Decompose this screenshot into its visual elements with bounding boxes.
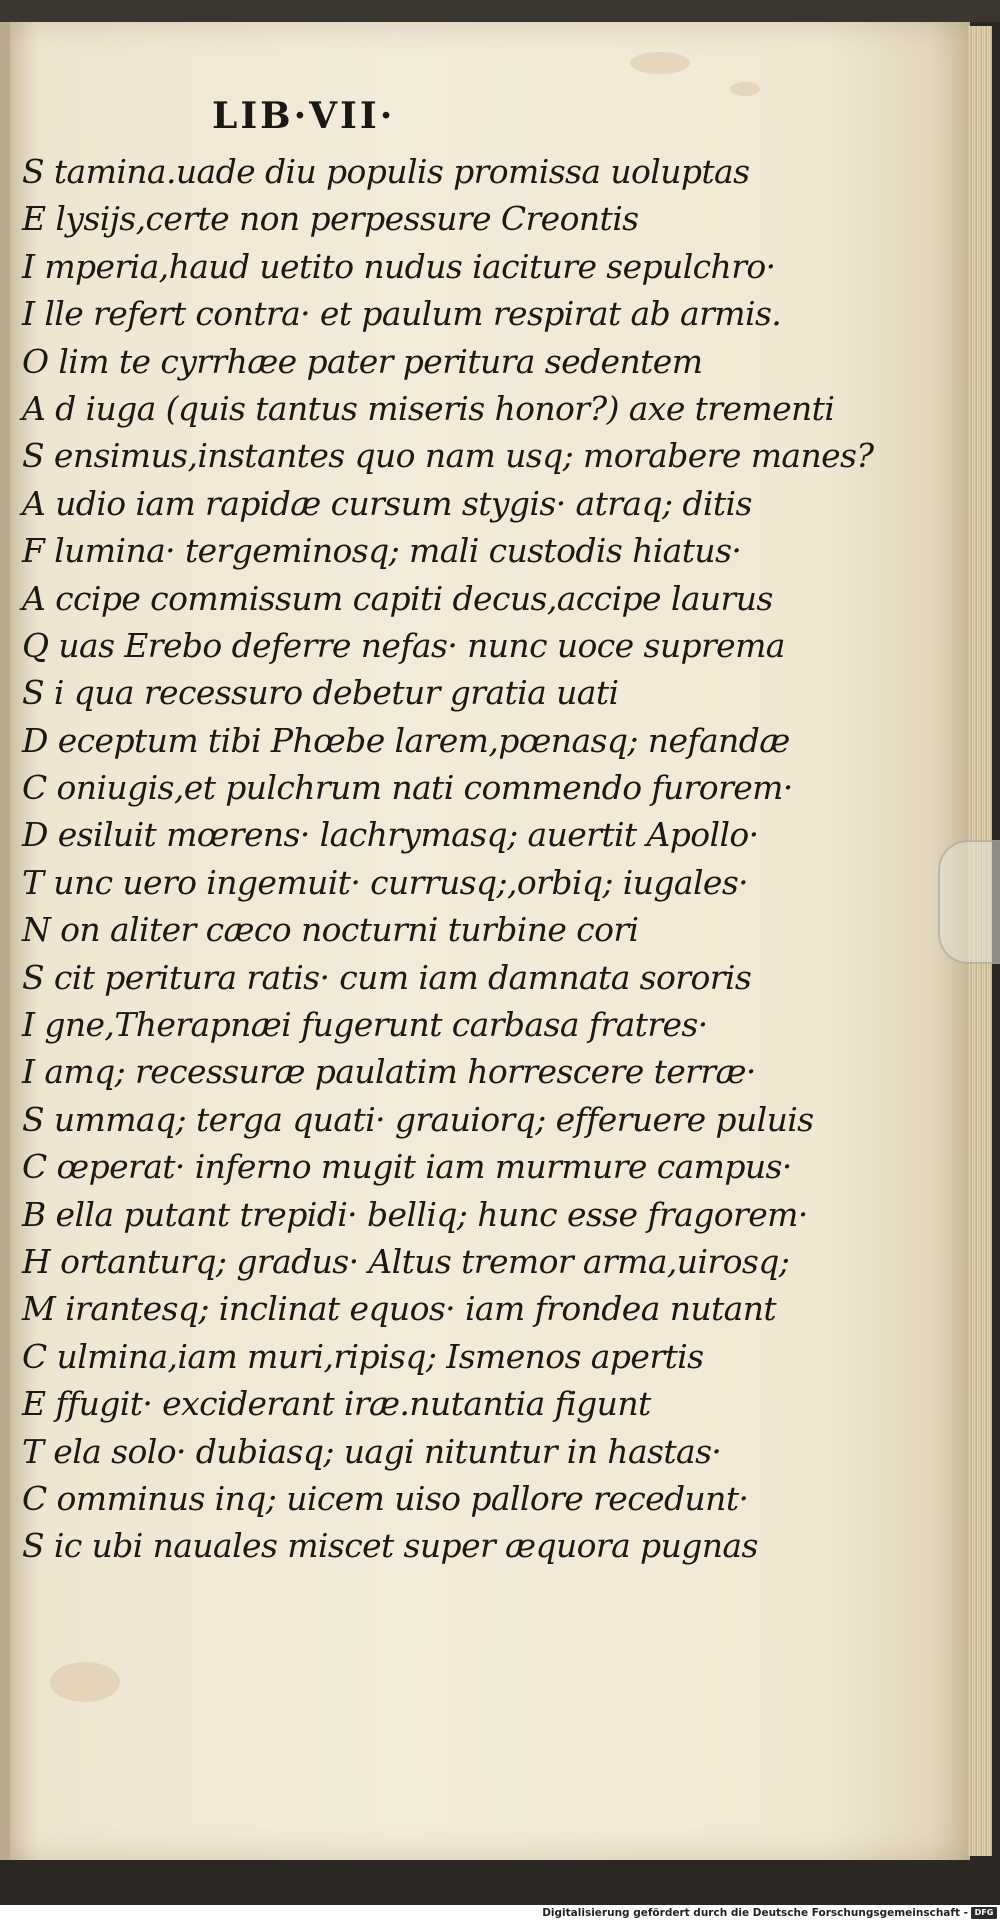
verse-line: N on aliter cæco nocturni turbine cori [22,910,639,950]
paper-stain [730,82,760,96]
verse-line: S ensimus,instantes quo nam usq; morabere manes? [22,436,874,476]
verse-line: T unc uero ingemuit· currusq;,orbiq; iugales· [22,862,749,902]
verse-line: T ela solo· dubiasq; uagi nituntur in hastas· [22,1431,722,1471]
verse-line: I gne,Therapnæi fugerunt carbasa fratres· [22,1005,708,1045]
verse-line: C omminus inq; uicem uiso pallore recedunt· [22,1478,749,1518]
verse-line: D esiluit mœrens· lachrymasq; auertit Apollo· [22,815,759,855]
running-head: LIB·VII· [212,95,396,137]
verse-line: A ccipe commissum capiti decus,accipe laurus [22,578,773,618]
verse-line: I lle refert contra· et paulum respirat ab armis. [22,294,782,334]
verse-line: F lumina· tergeminosq; mali custodis hiatus· [22,531,742,571]
verse-line: B ella putant trepidi· belliq; hunc esse fragorem· [22,1194,808,1234]
verse-line: M irantesq; inclinat equos· iam frondea nutant [22,1289,777,1329]
verse-line: Q uas Erebo deferre nefas· nunc uoce suprema [22,625,785,665]
book-cover-edge [0,0,1000,22]
verse-line: S i qua recessuro debetur gratia uati [22,673,619,713]
verse-line: C ulmina,iam muri,ripisq; Ismenos apertis [22,1336,704,1376]
verse-line: I amq; recessuræ paulatim horrescere terræ· [22,1052,756,1092]
verse-block [22,148,874,1570]
verse-line: S cit peritura ratis· cum iam damnata sororis [22,957,752,997]
verse-line: E ffugit· exciderant iræ.nutantia figunt [22,1384,651,1424]
verse-line: S tamina.uade diu populis promissa uoluptas [22,152,750,191]
verse-line: I mperia,haud uetito nudus iaciture sepulchro· [22,246,776,286]
funding-credit: Digitalisierung gefördert durch die Deutsche Forschungsgemeinschaft - [542,1907,968,1919]
verse-line: A udio iam rapidæ cursum stygis· atraq; ditis [22,483,752,523]
verse-line: C œperat· inferno mugit iam murmure campus· [22,1147,792,1187]
verse-line: S ummaq; terga quati· grauiorq; efferuere puluis [22,1099,814,1139]
verse-line: S ic ubi nauales miscet super æquora pugnas [22,1526,758,1566]
verse-line: E lysijs,certe non perpessure Creontis [22,199,639,239]
verse-line: H ortanturq; gradus· Altus tremor arma,uirosq; [22,1241,790,1281]
dfg-logo: DFG [971,1907,997,1919]
verse-line: A d iuga (quis tantus miseris honor?) axe trementi [22,388,835,428]
page-clip [938,840,1000,964]
paper-stain [50,1662,120,1702]
verse-line: O lim te cyrrhæe pater peritura sedentem [22,341,703,381]
paper-stain [630,52,690,74]
verse-line: D eceptum tibi Phœbe larem,pœnasq; nefandæ [22,720,790,760]
verse-line: C oniugis,et pulchrum nati commendo furorem· [22,768,793,808]
